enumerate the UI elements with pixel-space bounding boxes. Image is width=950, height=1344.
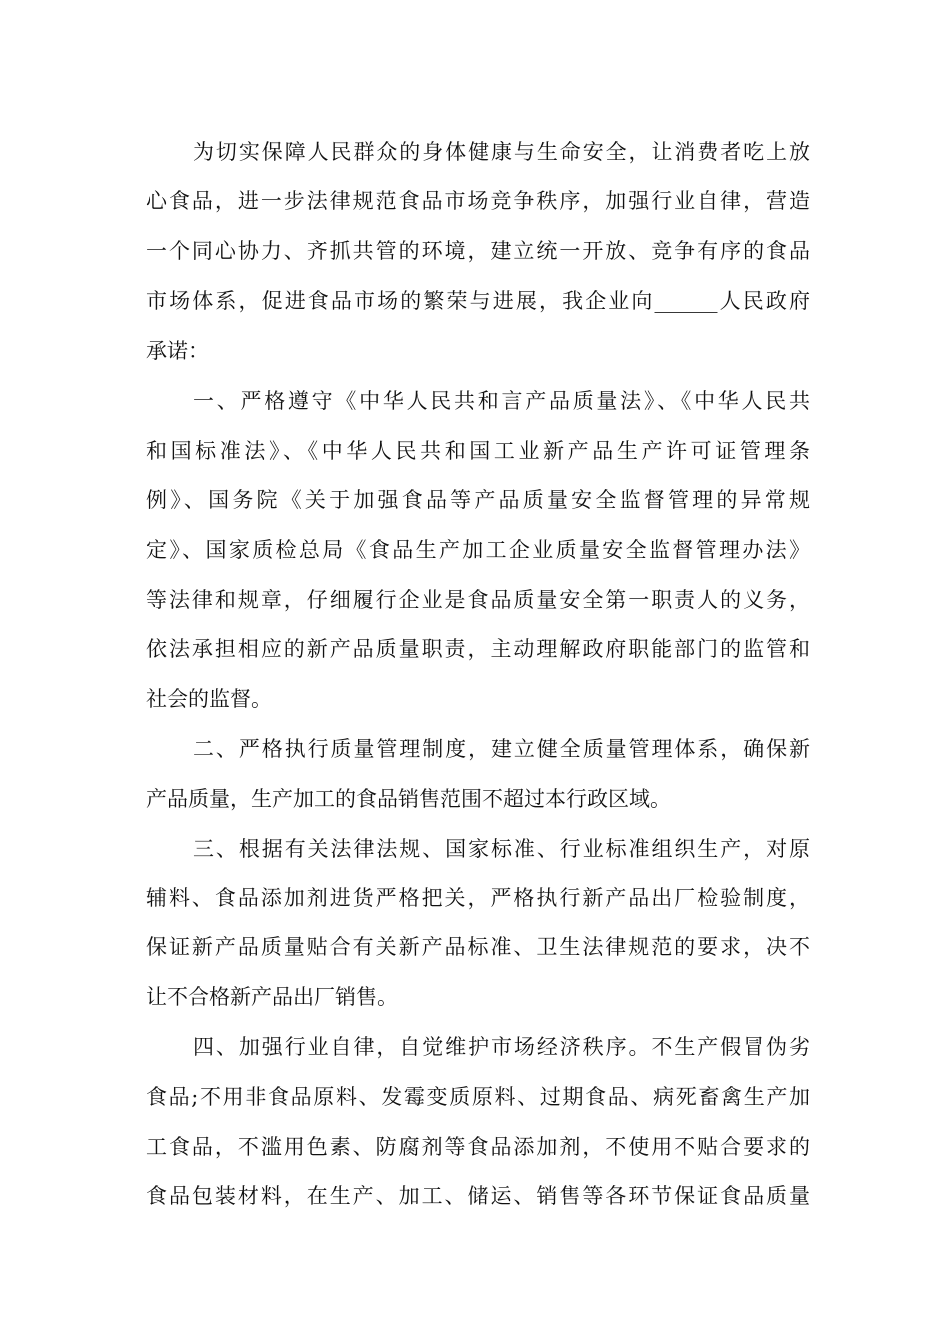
- text-line: 定》、国家质检总局《食品生产加工企业质量安全监督管理办法》: [146, 538, 810, 562]
- text-line: 食品;不用非食品原料、发霉变质原料、过期食品、病死畜禽生产加: [146, 1085, 810, 1109]
- text-line: 例》、国务院《关于加强食品等产品质量安全监督管理的异常规: [146, 488, 810, 512]
- text-line: 产品质量，生产加工的食品销售范围不超过本行政区域。: [146, 787, 671, 811]
- text-line: 一、严格遵守《中华人民共和言产品质量法》、《中华人民共: [193, 389, 810, 413]
- text-line: 依法承担相应的新产品质量职责，主动理解政府职能部门的监管和: [146, 637, 810, 661]
- text-line: 四、加强行业自律，自觉维护市场经济秩序。不生产假冒伪劣: [193, 1035, 810, 1059]
- text-line: 辅料、食品添加剂进货严格把关，严格执行新产品出厂检验制度，: [146, 886, 810, 910]
- text-line: 为切实保障人民群众的身体健康与生命安全，让消费者吃上放: [193, 140, 810, 164]
- text-line: 让不合格新产品出厂销售。: [146, 985, 398, 1009]
- text-line: 三、根据有关法律法规、国家标准、行业标准组织生产，对原: [193, 837, 810, 861]
- text-line: 等法律和规章，仔细履行企业是食品质量安全第一职责人的义务，: [146, 588, 810, 612]
- text-line: 工食品，不滥用色素、防腐剂等食品添加剂，不使用不贴合要求的: [146, 1135, 810, 1159]
- text-line: 保证新产品质量贴合有关新产品标准、卫生法律规范的要求，决不: [146, 935, 810, 959]
- text-line: 二、严格执行质量管理制度，建立健全质量管理体系，确保新: [193, 737, 810, 761]
- text-line: 和国标准法》、《中华人民共和国工业新产品生产许可证管理条: [146, 439, 810, 463]
- text-line: 食品包装材料，在生产、加工、储运、销售等各环节保证食品质量: [146, 1184, 810, 1208]
- text-line: 市场体系，促进食品市场的繁荣与进展，我企业向______人民政府: [146, 289, 810, 313]
- text-line: 社会的监督。: [146, 687, 272, 711]
- text-line: 承诺：: [146, 339, 209, 363]
- text-line: 一个同心协力、齐抓共管的环境，建立统一开放、竞争有序的食品: [146, 239, 810, 263]
- text-line: 心食品，进一步法律规范食品市场竞争秩序，加强行业自律，营造: [146, 189, 810, 213]
